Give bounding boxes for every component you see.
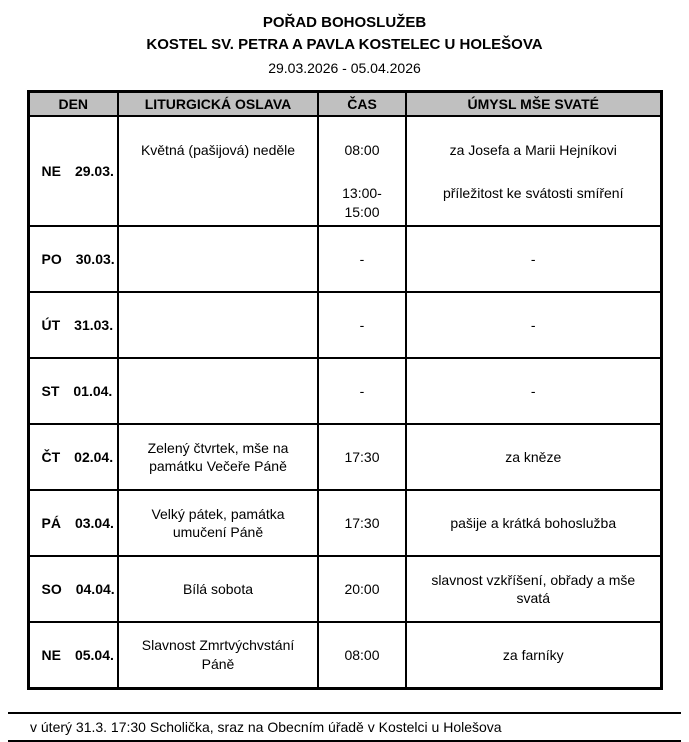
day-date bbox=[38, 514, 114, 533]
time-value: 13:00-15:00 bbox=[342, 184, 382, 220]
table-row bbox=[28, 424, 661, 490]
cell-umysl: - bbox=[406, 358, 661, 424]
cell-oslava bbox=[118, 292, 318, 358]
table-row bbox=[28, 622, 661, 688]
col-header-den: DEN bbox=[28, 91, 118, 116]
cell-oslava: Velký pátek, památka umučení Páně bbox=[118, 490, 318, 556]
cell-cas: - bbox=[318, 226, 406, 292]
cell-den bbox=[28, 226, 118, 292]
date-label: 02.04. bbox=[74, 449, 114, 466]
intention-value: příležitost ke svátosti smíření bbox=[442, 184, 624, 201]
cell-cas bbox=[318, 116, 406, 227]
date-label: 05.04. bbox=[74, 646, 114, 663]
page-subtitle: KOSTEL SV. PETRA A PAVLA KOSTELEC U HOLEŠOVA bbox=[146, 35, 543, 53]
cell-cas: 17:30 bbox=[318, 490, 406, 556]
cell-den bbox=[28, 490, 118, 556]
cell-umysl: za farníky bbox=[406, 622, 661, 688]
date-label: 04.04. bbox=[75, 581, 115, 598]
day-date bbox=[38, 646, 114, 665]
table-row bbox=[28, 556, 661, 622]
table-row bbox=[28, 292, 661, 358]
date-label: 29.03. bbox=[74, 162, 114, 179]
cell-den bbox=[28, 292, 118, 358]
cell-den bbox=[28, 556, 118, 622]
footer-note bbox=[8, 712, 681, 742]
cell-cas: - bbox=[318, 358, 406, 424]
cell-oslava bbox=[118, 226, 318, 292]
time-value: 08:00 bbox=[344, 141, 380, 158]
footer-note-text: v úterý 31.3. 17:30 Scholička, sraz na Obecním úřadě v Kostelci u Holešova bbox=[30, 718, 502, 735]
date-label: 30.03. bbox=[75, 251, 115, 268]
table-row bbox=[28, 116, 661, 227]
cell-oslava: Zelený čtvrtek, mše na památku Večeře Páně bbox=[118, 424, 318, 490]
cell-den bbox=[28, 622, 118, 688]
cell-cas: 17:30 bbox=[318, 424, 406, 490]
day-date bbox=[38, 250, 115, 269]
table-row bbox=[28, 226, 661, 292]
day-date bbox=[38, 448, 114, 467]
cell-oslava: Bílá sobota bbox=[118, 556, 318, 622]
day-date bbox=[38, 316, 114, 335]
cell-umysl: - bbox=[406, 226, 661, 292]
col-header-cas: ČAS bbox=[318, 91, 406, 116]
date-range: 29.03.2026 - 05.04.2026 bbox=[268, 59, 421, 76]
cell-umysl bbox=[406, 116, 661, 227]
cell-cas: 08:00 bbox=[318, 622, 406, 688]
col-header-umysl: ÚMYSL MŠE SVATÉ bbox=[406, 91, 661, 116]
page-title: POŘAD BOHOSLUŽEB bbox=[262, 14, 427, 31]
table-row bbox=[28, 490, 661, 556]
day-label: PÁ bbox=[41, 515, 61, 532]
day-label: NE bbox=[41, 646, 61, 663]
cell-den bbox=[28, 424, 118, 490]
cell-den bbox=[28, 358, 118, 424]
cell-oslava: Květná (pašijová) neděle bbox=[118, 116, 318, 227]
title-block bbox=[0, 12, 689, 78]
day-label: NE bbox=[41, 162, 61, 179]
cell-umysl: slavnost vzkříšení, obřady a mše svatá bbox=[406, 556, 661, 622]
table-row bbox=[28, 358, 661, 424]
date-label: 03.04. bbox=[74, 515, 114, 532]
day-label: PO bbox=[41, 251, 62, 268]
day-label: ST bbox=[41, 383, 60, 400]
cell-umysl: za kněze bbox=[406, 424, 661, 490]
date-label: 01.04. bbox=[73, 383, 113, 400]
cell-umysl: pašije a krátká bohoslužba bbox=[406, 490, 661, 556]
cell-umysl: - bbox=[406, 292, 661, 358]
cell-cas: 20:00 bbox=[318, 556, 406, 622]
table-header-row bbox=[28, 91, 661, 116]
date-label: 31.03. bbox=[74, 317, 114, 334]
day-label: ČT bbox=[41, 449, 61, 466]
cell-den bbox=[28, 116, 118, 227]
intention-value: za Josefa a Marii Hejníkovi bbox=[449, 141, 617, 158]
day-date bbox=[38, 162, 114, 181]
cell-oslava: Slavnost Zmrtvýchvstání Páně bbox=[118, 622, 318, 688]
schedule-table bbox=[27, 90, 663, 690]
cell-oslava bbox=[118, 358, 318, 424]
col-header-oslava: LITURGICKÁ OSLAVA bbox=[118, 91, 318, 116]
day-date bbox=[38, 382, 113, 401]
cell-cas: - bbox=[318, 292, 406, 358]
day-label: ÚT bbox=[41, 317, 61, 334]
day-label: SO bbox=[41, 581, 62, 598]
day-date bbox=[38, 580, 115, 599]
